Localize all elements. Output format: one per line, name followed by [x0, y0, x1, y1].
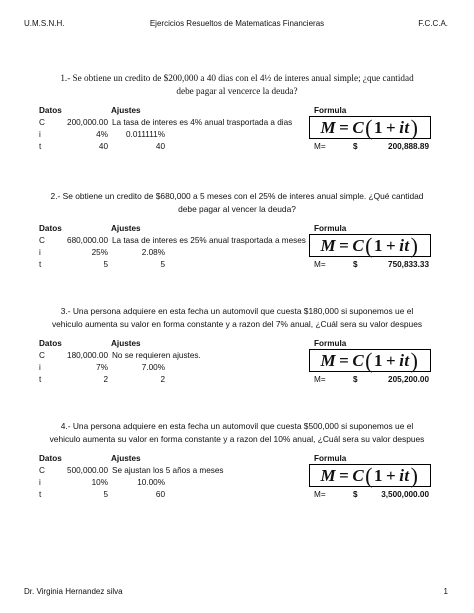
row-variable: i [39, 363, 41, 372]
question-line-2: vehiculo aumenta su valor en forma constante y a razon del 10% anual, ¿Cuál sera su valor despues [49, 434, 425, 444]
formula-c: C [352, 235, 365, 255]
formula-one: 1 [374, 117, 383, 137]
row-value: 180,000.00 [67, 351, 108, 360]
formula-m: M [320, 465, 337, 485]
question-line-1: 4.- Una persona adquiere en esta fecha un automovil que cuesta $500,000 si suponemos ue el [60, 421, 414, 431]
question-line-2: vehiculo aumenta su valor en forma constante y a razon del 7% anual, ¿Cuál sera su valor despues [51, 319, 423, 329]
row-adjustment: 2 [160, 375, 165, 384]
result-value: 750,833.33 [388, 260, 429, 269]
formula-box [309, 464, 431, 487]
result-dollar: $ [353, 260, 358, 269]
row-adjustment: No se requieren ajustes. [112, 351, 201, 360]
row-variable: t [39, 142, 42, 151]
datos-heading: Datos [39, 339, 62, 348]
datos-heading: Datos [39, 224, 62, 233]
row-value: 200,000.00 [67, 118, 108, 127]
row-adjustment: La tasa de interes es 4% anual trasportada a dias [112, 118, 293, 127]
formula-one: 1 [374, 465, 383, 485]
row-value: 2 [103, 375, 108, 384]
row-adjustment: 40 [155, 142, 165, 151]
ajustes-heading: Ajustes [111, 224, 141, 233]
result-value: 200,888.89 [388, 142, 429, 151]
row-variable: i [39, 130, 41, 139]
row-value: 5 [103, 260, 108, 269]
result-dollar: $ [353, 375, 358, 384]
result-dollar: $ [353, 490, 358, 499]
row-adjustment: La tasa de interes es 25% anual trasportada a meses [112, 236, 306, 245]
result-label: M= [314, 142, 326, 151]
result-dollar: $ [353, 142, 358, 151]
formula-c: C [352, 117, 365, 137]
formula-close-paren: ) [410, 114, 419, 140]
row-variable: i [39, 248, 41, 257]
formula-it: it [399, 117, 410, 137]
formula-close-paren: ) [410, 462, 419, 488]
formula-plus: + [386, 235, 397, 255]
formula-plus: + [386, 117, 397, 137]
row-variable: t [39, 375, 42, 384]
row-adjustment: 60 [155, 490, 165, 499]
formula-c: C [352, 350, 365, 370]
row-value: 4% [96, 130, 108, 139]
row-variable: C [39, 466, 45, 475]
formula-heading: Formula [314, 224, 347, 233]
question-line-1: 1.- Se obtiene un credito de $200,000 a 40 dias con el 4½ de interes anual simple; ¿que cantidad [60, 73, 414, 83]
formula-open-paren: ( [365, 347, 373, 373]
formula-one: 1 [374, 350, 383, 370]
question-line-1: 3.- Una persona adquiere en esta fecha un automovil que cuesta $180,000 si suponemos ue el [60, 306, 414, 316]
row-variable: C [39, 118, 45, 127]
row-value: 10% [91, 478, 108, 487]
row-adjustment: Se ajustan los 5 años a meses [112, 466, 224, 475]
formula-heading: Formula [314, 454, 347, 463]
formula-box [309, 349, 431, 372]
header-title: Ejercicios Resueltos de Matematicas Financieras [149, 19, 325, 28]
datos-heading: Datos [39, 454, 62, 463]
row-variable: C [39, 351, 45, 360]
result-label: M= [314, 490, 326, 499]
question-line-1: 2.- Se obtiene un credito de $680,000 a 5 meses con el 25% de interes anual simple. ¿Qué cantidad [50, 191, 424, 201]
formula-box [309, 234, 431, 257]
formula-equals: = [339, 117, 350, 137]
question-line-2: debe pagar al vencer la deuda? [178, 204, 296, 214]
header-institution: U.M.S.N.H. [24, 19, 65, 28]
formula-heading: Formula [314, 339, 347, 348]
formula-close-paren: ) [410, 347, 419, 373]
formula-plus: + [386, 350, 397, 370]
row-adjustment: 10.00% [137, 478, 165, 487]
formula-plus: + [386, 465, 397, 485]
row-adjustment: 5 [160, 260, 165, 269]
formula-heading: Formula [314, 106, 347, 115]
formula-equals: = [339, 350, 350, 370]
formula-c: C [352, 465, 365, 485]
formula-it: it [399, 235, 410, 255]
formula-equals: = [339, 465, 350, 485]
footer-author: Dr. Virginia Hernandez silva [24, 587, 123, 596]
row-adjustment: 0.011111% [126, 130, 165, 139]
formula-it: it [399, 465, 410, 485]
row-variable: i [39, 478, 41, 487]
ajustes-heading: Ajustes [111, 339, 141, 348]
formula-open-paren: ( [365, 462, 373, 488]
question-line-2: debe pagar al vencerce la deuda? [176, 86, 298, 96]
ajustes-heading: Ajustes [111, 106, 141, 115]
ajustes-heading: Ajustes [111, 454, 141, 463]
formula-m: M [320, 235, 337, 255]
footer-page-number: 1 [443, 587, 448, 596]
row-value: 40 [98, 142, 108, 151]
row-adjustment: 2.08% [141, 248, 165, 257]
result-label: M= [314, 260, 326, 269]
formula-box [309, 116, 431, 139]
row-variable: t [39, 260, 42, 269]
header-faculty: F.C.C.A. [418, 19, 448, 28]
datos-heading: Datos [39, 106, 62, 115]
formula-it: it [399, 350, 410, 370]
formula-equals: = [339, 235, 350, 255]
row-variable: C [39, 236, 45, 245]
row-value: 5 [103, 490, 108, 499]
result-value: 3,500,000.00 [381, 490, 429, 499]
row-adjustment: 7.00% [141, 363, 165, 372]
formula-m: M [320, 350, 337, 370]
row-variable: t [39, 490, 42, 499]
row-value: 25% [91, 248, 108, 257]
row-value: 500,000.00 [67, 466, 108, 475]
formula-one: 1 [374, 235, 383, 255]
row-value: 680,000.00 [67, 236, 108, 245]
formula-m: M [320, 117, 337, 137]
row-value: 7% [96, 363, 108, 372]
formula-open-paren: ( [365, 232, 373, 258]
result-value: 205,200.00 [388, 375, 429, 384]
formula-open-paren: ( [365, 114, 373, 140]
result-label: M= [314, 375, 326, 384]
formula-close-paren: ) [410, 232, 419, 258]
